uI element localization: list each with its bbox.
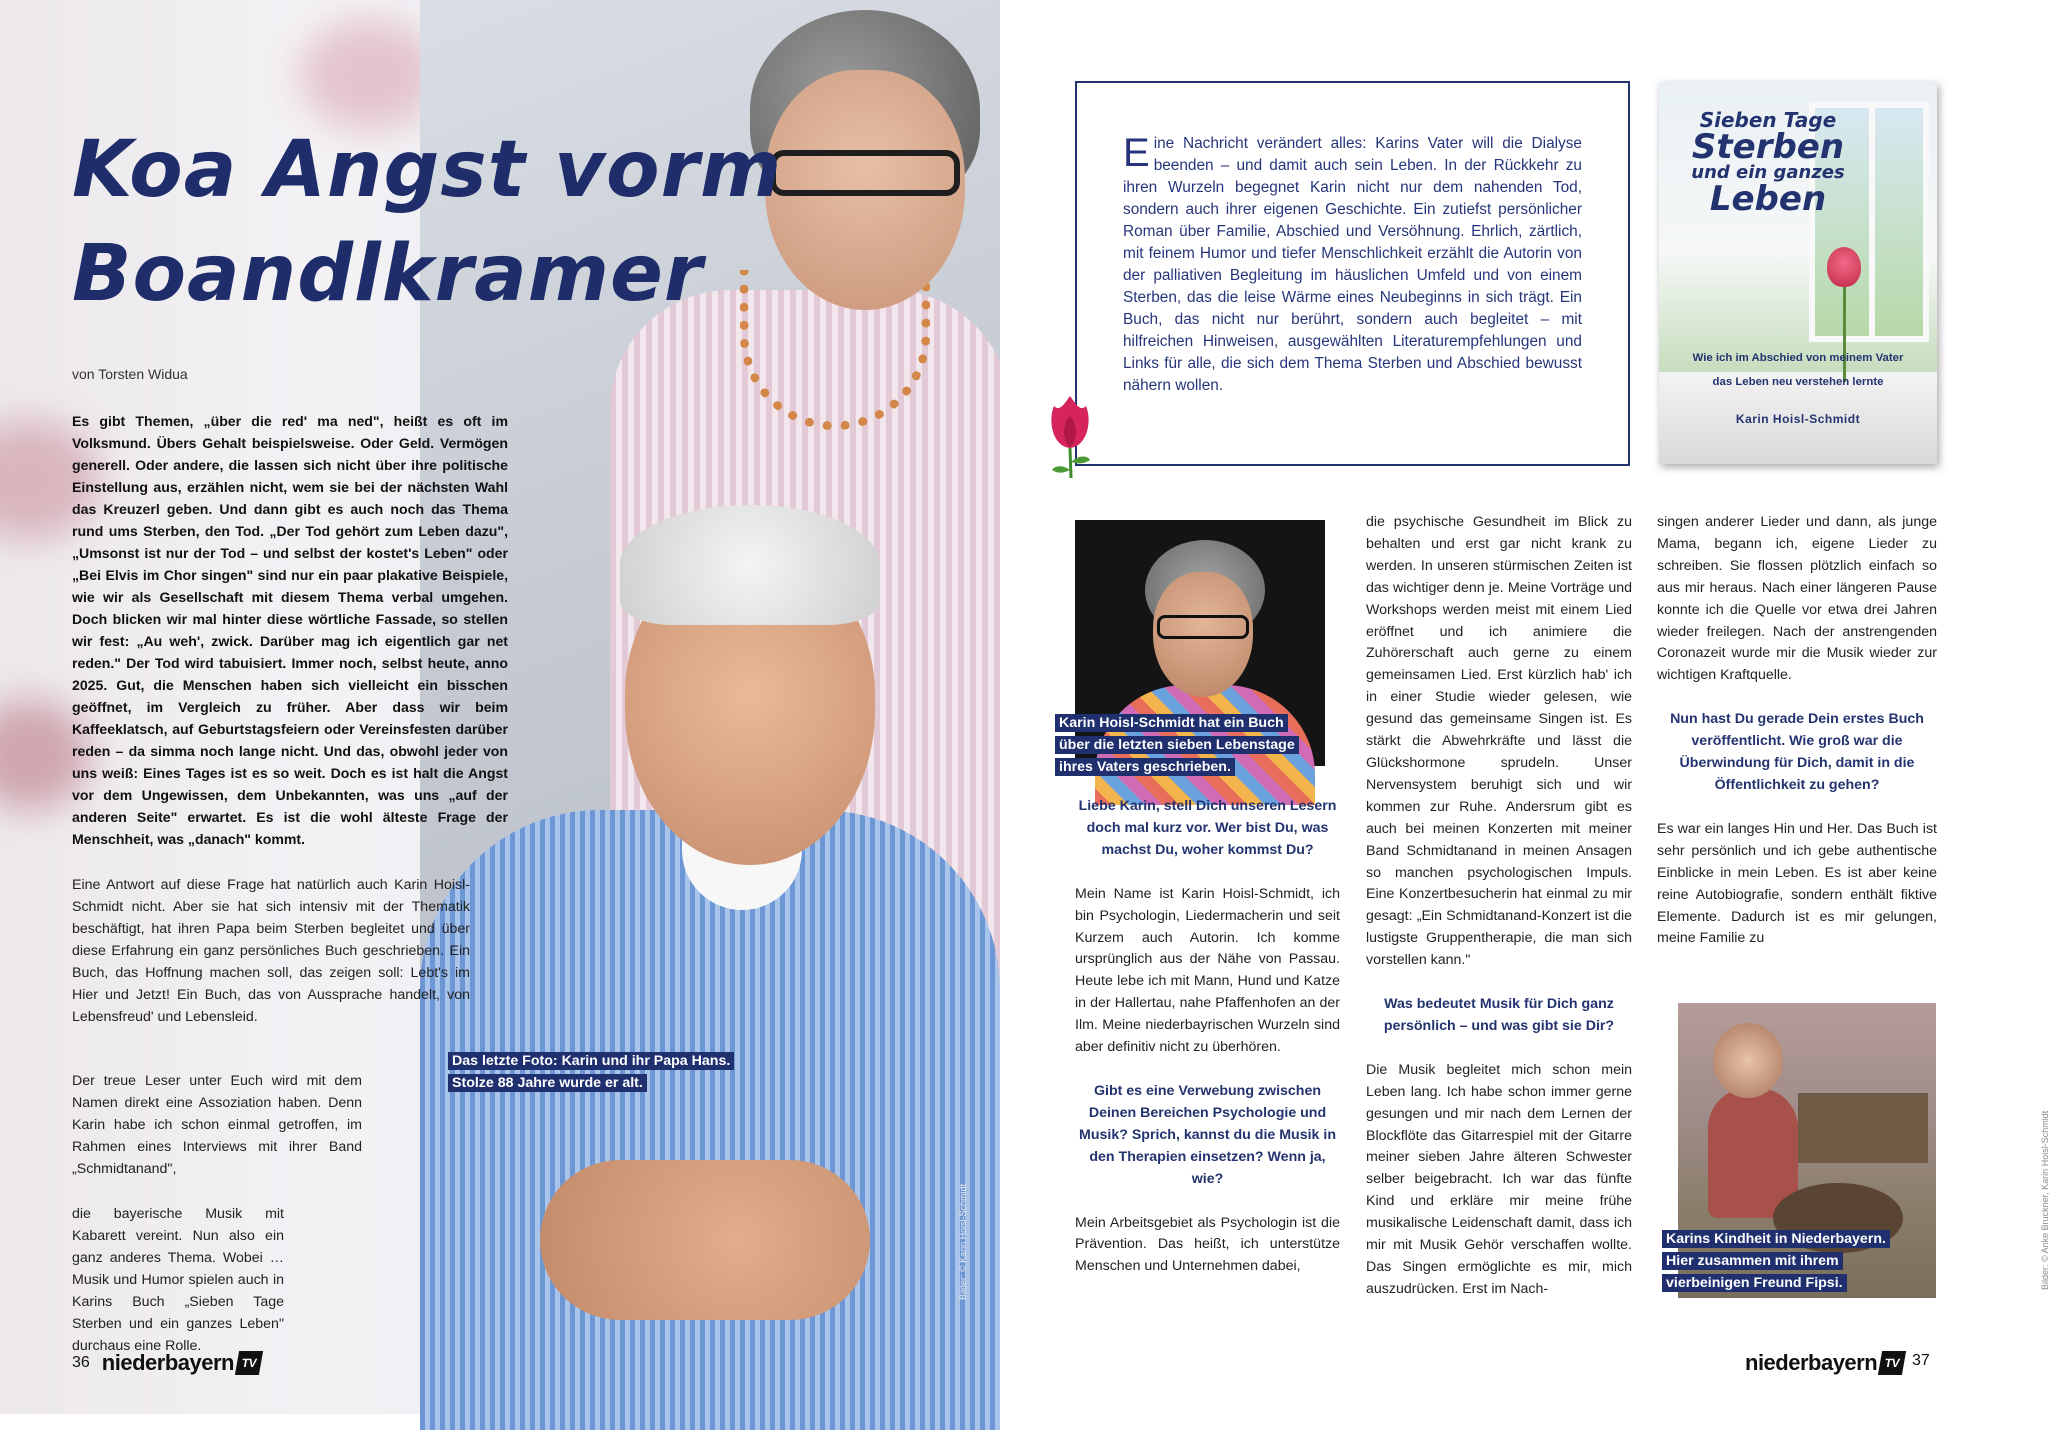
- photo-caption-line: Das letzte Foto: Karin und ihr Papa Hans.: [448, 1052, 734, 1070]
- page-number: 36: [72, 1354, 90, 1371]
- magazine-logo: [102, 1350, 261, 1376]
- title-line-2: Boandlkramer: [72, 229, 704, 319]
- logo-text: niederbayern: [1745, 1350, 1878, 1375]
- magazine-logo: [1745, 1350, 1904, 1376]
- book-author: Karin Hoisl-Schmidt: [1735, 412, 1861, 426]
- photo-caption: [448, 1050, 778, 1094]
- logo-text: niederbayern: [101, 1350, 234, 1375]
- right-page: [1000, 0, 2050, 1414]
- interview-question: Was bedeutet Musik für Dich ganz persönlich – und was gibt sie Dir?: [1383, 996, 1615, 1034]
- book-synopsis-box: [1075, 81, 1630, 466]
- footer: [1745, 1350, 1904, 1376]
- body-paragraph: Der treue Leser unter Euch wird mit dem Namen direkt eine Assoziation haben. Denn Karin habe ich schon einmal getroffen, im Rahmen eines Interviews mit ihrer Band „Schmidtanand",: [72, 1073, 362, 1177]
- interview-answer: die psychische Gesundheit im Blick zu behalten und erst gar nicht krank zu werden. In unseren stürmischen Zeiten ist das wichtiger denn je. Meine Vorträge und Workshops werden meist mit einem Lied eröffnet und ich animiere die Zuhörerschaft auch gerne zu einem gemeinsamen Lied. Erst kürzlich hab' ich in einer Studie wieder gelesen, wie gesund das gemeinsame Singen ist. Es stärkt die Abwehrkräfte und lässt die Glückshormone sprudeln. Unser Nervensystem beruhigt sich und wir kommen zur Ruhe. Andersrum gibt es auch bei meinen Konzerten mit meiner Band Schmidtanand in meinen Ansagen so manchen psychologischen Impuls. Eine Konzertbesucherin hat einmal zu mir gesagt: „Ein Schmidtanand-Konzert ist die lustigste Gruppentherapie, die man sich vorstellen kann.": [1366, 514, 1632, 969]
- interview-answer: singen anderer Lieder und dann, als junge Mama, begann ich, eigene Lieder zu schreiben. Sie flossen plötzlich einfach so aus mir heraus. Nach einer längeren Pause konnte ich die Quelle vor etwa drei Jahren wieder freilegen. Nach der anstrengenden Coronazeit wurde mir die Musik wieder zur wichtigen Kraftquelle.: [1657, 514, 1937, 684]
- interview-answer: Mein Arbeitsgebiet als Psychologin ist die Prävention. Das heißt, ich unterstütze Menschen und Unternehmen dabei,: [1075, 1214, 1340, 1275]
- synopsis-text: [1123, 133, 1582, 397]
- interview-answer: Die Musik begleitet mich schon mein Leben lang. Ich habe schon immer gerne gesungen und mir nach dem Lernen der Blockflöte das Gitarrespiel mit der Gitarre meiner sieben Jahre älteren Schwester selber beigebracht. Ich war das fünfte Kind und erkläre mir meine frühe musikalische Leidenschaft damit, dass ich mir mit Musik Gehör verschaffen wollte. Das Singen ermöglichte es mir, mich auszudrücken. Erst im Nach-: [1366, 1061, 1632, 1297]
- body-paragraph: Eine Antwort auf diese Frage hat natürlich auch Karin Hoisl-Schmidt nicht. Aber sie hat sich intensiv mit der Thematik beschäftigt, hat ihren Papa beim Sterben begleitet und über diese Erfahrung ein ganz persönliches Buch geschrieben. Ein Buch, das Hoffnung machen soll, das zeigen soll: Lebt's im Hier und Jetzt! Ein Buch, das von Aussprache handelt, von Lebensfreud' und Lebensleid.: [72, 877, 470, 1025]
- footer: [72, 1350, 261, 1376]
- column-3: [1657, 512, 1937, 950]
- interview-question: Gibt es eine Verwebung zwischen Deinen Bereichen Psychologie und Musik? Sprich, kannst du die Musik in den Therapien einsetzen? Wenn ja, wie?: [1079, 1082, 1336, 1187]
- interview-question: Liebe Karin, stell Dich unseren Lesern doch mal kurz vor. Wer bist Du, was machst Du, woher kommst Du?: [1078, 798, 1337, 858]
- childhood-caption: Karins Kindheit in Niederbayern. Hier zusammen mit ihrem vierbeinigen Freund Fipsi.: [1662, 1228, 1922, 1294]
- body-paragraph: die bayerische Musik mit Kabarett vereint. Nun also ein ganz anderes Thema. Wobei … Musik und Humor spielen auch in Karins Buch „Sieben Tage Sterben und ein ganzes Leben" durchaus eine Rolle.: [72, 1206, 284, 1354]
- drop-cap: E: [1123, 131, 1150, 175]
- column-2: [1366, 512, 1632, 1301]
- page-number: 37: [1912, 1352, 1930, 1369]
- rose-icon: [1827, 247, 1861, 287]
- synopsis-body: ine Nachricht verändert alles: Karins Vater will die Dialyse beenden – und damit auch sein Leben. In der Rückkehr zu ihren Wurzeln begegnet Karin nicht nur dem nahenden Tod, sondern auch ihrer eigenen Geschichte. Ein zutiefst persönlicher Roman über Familie, Abschied und Versöhnung. Ehrlich, zärtlich, mit feinem Humor und tiefer Menschlichkeit erzählt die Autorin von der palliativen Begleitung im häuslichen Umfeld und von einem Sterben, das die leise Wärme eines Neubeginns in sich trägt. Ein Buch, das nicht nur berührt, sondern auch begleitet – mit hilfreichen Hinweisen, ausgewählten Literaturempfehlungen und Links für alle, die sich dem Thema Sterben und Abschied bewusst nähern wollen.: [1123, 135, 1582, 394]
- interview-answer: Mein Name ist Karin Hoisl-Schmidt, ich bin Psychologin, Liedermacherin und seit Kurzem auch Autorin. Ich komme ursprünglich aus der Nähe von Passau. Heute lebe ich mit Mann, Hund und Katze in der Hallertau, nahe Pfaffenhofen an der Ilm. Meine niederbayrischen Wurzeln sind aber definitiv nicht zu überhören.: [1075, 885, 1340, 1056]
- book-cover: [1659, 82, 1937, 464]
- interview-question: Nun hast Du gerade Dein erstes Buch veröffentlicht. Wie groß war die Überwindung für Dich, damit in die Öffentlichkeit zu gehen?: [1670, 711, 1924, 793]
- photo-credit: Bilder: © Karin Hoisl-Schmidt: [958, 1183, 968, 1300]
- column-1: [1075, 796, 1340, 1278]
- man-figure: [420, 810, 1000, 1430]
- article-title: [72, 118, 782, 326]
- tv-icon: TV: [235, 1351, 263, 1375]
- background-flower: [300, 20, 440, 130]
- rose-icon: [1040, 390, 1100, 480]
- tv-icon: TV: [1878, 1351, 1906, 1375]
- photo-caption-line: Stolze 88 Jahre wurde er alt.: [448, 1074, 647, 1092]
- photo-credit: Bilder: © Anke Bruckner, Karin Hoisl-Schmidt: [2040, 1110, 2050, 1290]
- byline: von Torsten Widua: [72, 366, 188, 382]
- book-title: Sieben Tage Sterben und ein ganzes Leben: [1691, 108, 1845, 219]
- intro-paragraph: Es gibt Themen, „über die red' ma ned", heißt es oft im Volksmund. Übers Gehalt beispielsweise. Oder Geld. Vermögen generell. Oder andere, die lassen sich nicht über ihre politische Einstellung aus, erzählen nicht, wem sie bei der nächsten Wahl das Kreuzerl geben. Und dann gibt es auch noch das Thema rund ums Sterben, den Tod. „Der Tod gehört zum Leben dazu", „Umsonst ist nur der Tod – und selbst der kostet's Leben" oder „Bei Elvis im Chor singen" sind nur ein paar plakative Beispiele, wie wir als Gesellschaft mit diesem Thema verbal umgehen. Doch blicken wir mal hinter diese wörtliche Fassade, so stellen wir fest: „Au weh', zwick. Darüber mag ich eigentlich gar net reden." Der Tod wird tabuisiert. Immer noch, selbst heute, anno 2025. Gut, die Menschen haben sich vielleicht ein bisschen geöffnet, im Vergleich zu früher. Aber dass wir beim Kaffeeklatsch, auf Geburtstagsfeiern oder Vereinsfesten darüber reden – da simma noch lange nicht. Und das, obwohl jeder von uns weiß: Eines Tages ist es so weit. Doch es ist halt die Angst vor dem Ungewissen, dem Unbekannten, was uns „auf der anderen Seite" erwartet. Es ist die wohl älteste Frage der Menschheit, was „danach" kommt.: [72, 413, 508, 847]
- interview-answer: Es war ein langes Hin und Her. Das Buch ist sehr persönlich und ich gebe authentische Einblicke in mein Leben. Es ist aber keine reine Autobiografie, sondern enthält fiktive Elemente. Dadurch ist es mir gelungen, meine Familie zu: [1657, 820, 1937, 947]
- title-line-1: Koa Angst vorm: [72, 125, 783, 215]
- left-page: [0, 0, 1000, 1414]
- portrait-caption: Karin Hoisl-Schmidt hat ein Buch über die letzten sieben Lebenstage ihres Vaters geschrieben.: [1055, 712, 1315, 778]
- book-subtitle: Wie ich im Abschied von meinem Vater das Leben neu verstehen lernte: [1692, 352, 1904, 388]
